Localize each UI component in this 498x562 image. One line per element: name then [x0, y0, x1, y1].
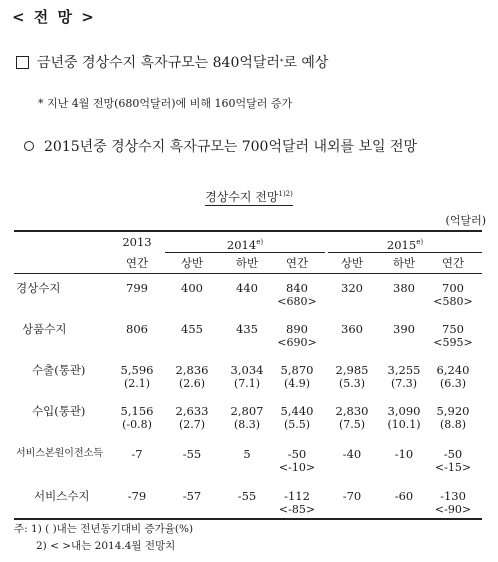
year-header: 2015$^{e)}$: [386, 237, 424, 252]
period-header: 하반: [392, 256, 416, 270]
period-header: 상반: [180, 256, 204, 270]
circle-bullet-icon: [24, 141, 34, 151]
period-header: 연간: [441, 256, 465, 270]
table-cell-secondary: <595>: [433, 336, 473, 349]
row-label: 상품수지: [22, 322, 67, 336]
row-label: 경상수지: [16, 281, 61, 295]
table-header-rule: [14, 273, 482, 274]
period-header: 하반: [235, 256, 259, 270]
table-cell: 2,807: [230, 404, 264, 418]
unit-label: (억달러): [445, 214, 486, 227]
table-cell: -40: [342, 447, 362, 461]
table-cell-secondary: <-15>: [434, 461, 472, 474]
table-cell-secondary: (2.7): [178, 418, 206, 431]
table-cell: 799: [126, 281, 148, 295]
table-cell: -70: [342, 489, 362, 503]
table-cell: 380: [393, 281, 415, 295]
table-cell-secondary: <-85>: [278, 503, 316, 516]
table-cell: 5,440: [280, 404, 314, 418]
row-label: 수입(통관): [32, 404, 86, 418]
table-cell: 360: [341, 322, 363, 336]
table-cell-secondary: <-10>: [278, 461, 316, 474]
table-cell: 2,836: [175, 363, 209, 377]
table-cell: 455: [181, 322, 203, 336]
table-cell: 890: [286, 322, 308, 336]
outlook-text: 2015년중 경상수지 흑자규모는 700억달러 내외를 보일 전망: [44, 139, 418, 155]
table-cell: 2,985: [335, 363, 369, 377]
year-header-sup: e): [256, 238, 264, 246]
square-bullet-icon: [16, 56, 29, 69]
table-cell-secondary: (7.1): [233, 377, 261, 390]
row-label: 수출(통관): [32, 363, 86, 377]
table-cell-secondary: (10.1): [387, 418, 421, 431]
table-cell: -50: [443, 447, 463, 461]
table-cell-secondary: (7.3): [390, 377, 418, 390]
table-cell: 440: [236, 281, 258, 295]
table-title-sup: 1)2): [278, 190, 293, 198]
row-label: 서비스본원이전소득: [16, 448, 103, 459]
table-cell: -60: [394, 489, 414, 503]
table-cell: -112: [284, 489, 310, 503]
table-cell: -7: [131, 447, 143, 461]
table-title-text: 경상수지 전망: [205, 190, 279, 204]
table-cell: 5,156: [120, 404, 154, 418]
table-cell: 750: [442, 322, 464, 336]
table-cell: -79: [127, 489, 147, 503]
period-header: 상반: [340, 256, 364, 270]
table-cell-secondary: (6.3): [439, 377, 467, 390]
table-cell: 2,633: [175, 404, 209, 418]
footnote-1: 주: 1) ( )내는 전년동기대비 증가율(%): [14, 523, 194, 535]
table-cell: 3,090: [387, 404, 421, 418]
table-cell-secondary: (2.6): [178, 377, 206, 390]
table-cell: 840: [286, 281, 308, 295]
table-cell: 435: [236, 322, 258, 336]
table-cell-secondary: <580>: [433, 295, 473, 308]
table-cell-secondary: <690>: [277, 336, 317, 349]
year-header: 2014$^{e)}$: [226, 237, 264, 252]
year-underline: [165, 252, 325, 253]
table-cell: 2,830: [335, 404, 369, 418]
table-cell-secondary: (5.5): [283, 418, 311, 431]
table-cell: 5,596: [120, 363, 154, 377]
year-underline: [328, 252, 482, 253]
period-header: 연간: [125, 256, 149, 270]
footnotes: [14, 521, 193, 555]
row-label: 서비스수지: [34, 489, 90, 503]
table-cell: 806: [126, 322, 148, 336]
year-header-sup: e): [416, 238, 424, 246]
table-cell-secondary: (8.3): [233, 418, 261, 431]
table-cell: 6,240: [436, 363, 470, 377]
period-header: 연간: [285, 256, 309, 270]
table-cell: -57: [182, 489, 202, 503]
table-cell-secondary: <-90>: [434, 503, 472, 516]
section-heading: < 전 망 >: [12, 8, 96, 26]
table-cell: 390: [393, 322, 415, 336]
outlook-line: [24, 136, 417, 156]
table-cell: 320: [341, 281, 363, 295]
summary-line: [16, 52, 328, 72]
table-cell: 700: [442, 281, 464, 295]
table-cell-secondary: (7.5): [338, 418, 366, 431]
table-cell: 3,255: [387, 363, 421, 377]
table-cell: -50: [287, 447, 307, 461]
year-header: 2013: [122, 235, 152, 249]
table-cell-secondary: (-0.8): [122, 418, 152, 431]
table-cell: -130: [440, 489, 466, 503]
table-cell: 5: [243, 447, 251, 461]
table-cell: -55: [237, 489, 257, 503]
table-cell: -55: [182, 447, 202, 461]
table-cell: -10: [394, 447, 414, 461]
table-bottom-rule: [14, 518, 482, 520]
table-cell: 400: [181, 281, 203, 295]
table-cell-secondary: (8.8): [439, 418, 467, 431]
table-cell-secondary: (2.1): [123, 377, 151, 390]
table-cell: 5,920: [436, 404, 470, 418]
table-cell-secondary: (5.3): [338, 377, 366, 390]
summary-star: *: [279, 58, 284, 66]
table-cell-secondary: (4.9): [283, 377, 311, 390]
summary-text: 금년중 경상수지 흑자규모는 840억달러: [37, 55, 280, 71]
summary-tail: 로 예상: [283, 55, 329, 71]
summary-note: * 지난 4월 전망(680억달러)에 비해 160억달러 증가: [38, 97, 293, 110]
table-cell-secondary: <680>: [277, 295, 317, 308]
table-cell: 3,034: [230, 363, 264, 377]
footnote-2: 2) < >내는 2014.4월 전망치: [36, 540, 176, 552]
table-top-rule: [14, 230, 482, 232]
table-title: [0, 188, 498, 205]
table-cell: 5,870: [280, 363, 314, 377]
